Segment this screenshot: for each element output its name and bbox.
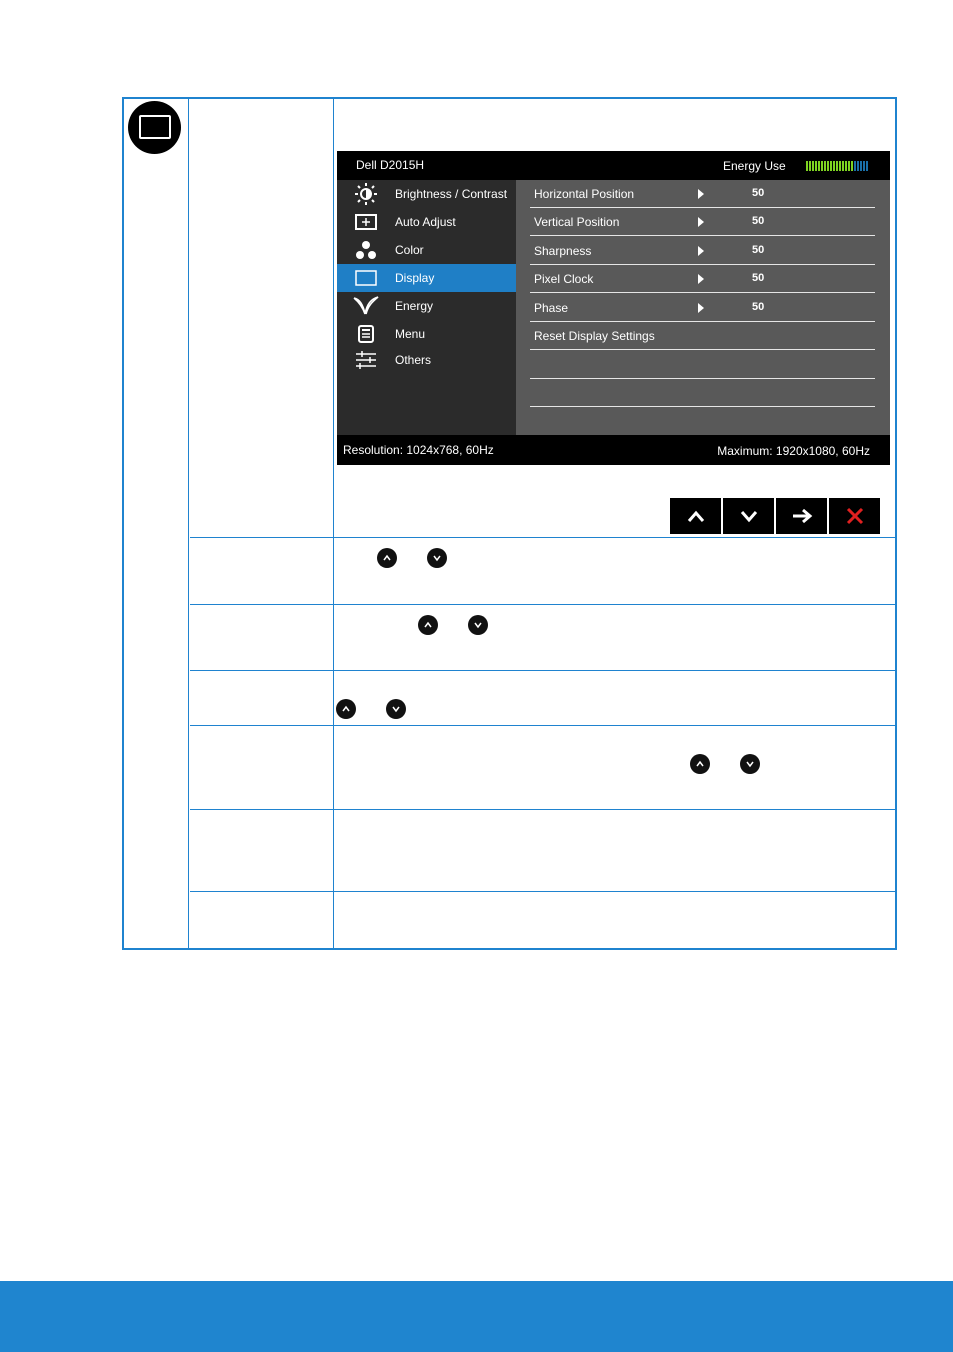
up-arrow-icon <box>686 509 706 523</box>
setting-vertical-position[interactable] <box>530 208 875 236</box>
setting-sharpness[interactable] <box>530 237 875 265</box>
energy-use-meter <box>806 161 868 171</box>
energy-segment <box>866 161 868 171</box>
menu-item-auto-adjust[interactable] <box>337 208 516 236</box>
menu-item-label: Brightness / Contrast <box>395 187 508 201</box>
down-circle-icon <box>386 699 406 719</box>
osd-main-menu <box>337 180 516 435</box>
energy-segment <box>806 161 808 171</box>
up-circle-icon <box>418 615 438 635</box>
menu-item-others[interactable] <box>337 346 516 374</box>
osd-menu <box>337 151 890 465</box>
setting-empty-row <box>530 379 875 407</box>
display-icon <box>337 269 395 287</box>
menu-item-energy[interactable] <box>337 292 516 320</box>
setting-value: 50 <box>752 215 765 227</box>
energy-segment <box>812 161 814 171</box>
energy-segment <box>854 161 856 171</box>
menu-item-brightness-contrast[interactable] <box>337 180 516 208</box>
menu-item-label: Others <box>395 353 432 367</box>
right-triangle-icon <box>698 274 704 284</box>
up-circle-icon <box>336 699 356 719</box>
color-icon <box>337 240 395 260</box>
row-divider <box>190 891 895 892</box>
setting-pixel-clock[interactable] <box>530 265 875 293</box>
energy-segment <box>830 161 832 171</box>
setting-reset-display[interactable] <box>530 322 875 350</box>
setting-label: Phase <box>534 301 569 315</box>
menu-item-label: Energy <box>395 299 434 313</box>
row-divider <box>190 604 895 605</box>
brightness-icon <box>337 183 395 205</box>
energy-segment <box>833 161 835 171</box>
column-divider <box>188 99 189 948</box>
energy-segment <box>824 161 826 171</box>
energy-segment <box>815 161 817 171</box>
right-triangle-icon <box>698 303 704 313</box>
energy-use-label: Energy Use <box>723 159 786 173</box>
others-icon <box>337 351 395 369</box>
osd-title: Dell D2015H <box>356 158 425 172</box>
up-button[interactable] <box>670 498 721 534</box>
setting-label: Horizontal Position <box>534 187 635 201</box>
energy-segment <box>848 161 850 171</box>
right-triangle-icon <box>698 189 704 199</box>
exit-button[interactable] <box>829 498 880 534</box>
setting-empty-row <box>530 351 875 379</box>
energy-segment <box>827 161 829 171</box>
menu-item-label: Menu <box>395 327 426 341</box>
row-divider <box>190 537 895 538</box>
energy-segment <box>839 161 841 171</box>
auto-adjust-icon <box>337 213 395 231</box>
energy-segment <box>821 161 823 171</box>
menu-item-label: Color <box>395 243 424 257</box>
energy-segment <box>863 161 865 171</box>
setting-phase[interactable] <box>530 294 875 322</box>
menu-item-menu[interactable] <box>337 320 516 348</box>
energy-segment <box>842 161 844 171</box>
menu-item-label: Display <box>395 271 435 285</box>
close-icon <box>845 506 865 526</box>
down-arrow-icon <box>739 509 759 523</box>
row-divider <box>190 725 895 726</box>
energy-segment <box>809 161 811 171</box>
menu-item-color[interactable] <box>337 236 516 264</box>
current-resolution: Resolution: 1024x768, 60Hz <box>343 443 494 457</box>
setting-label: Pixel Clock <box>534 272 594 286</box>
up-circle-icon <box>377 548 397 568</box>
up-circle-icon <box>690 754 710 774</box>
energy-segment <box>818 161 820 171</box>
setting-label: Reset Display Settings <box>534 329 655 343</box>
right-triangle-icon <box>698 217 704 227</box>
setting-label: Vertical Position <box>534 215 620 229</box>
setting-value: 50 <box>752 244 765 256</box>
column-divider <box>333 99 334 948</box>
down-circle-icon <box>468 615 488 635</box>
down-circle-icon <box>427 548 447 568</box>
right-triangle-icon <box>698 246 704 256</box>
osd-display-submenu <box>516 180 890 435</box>
down-circle-icon <box>740 754 760 774</box>
setting-value: 50 <box>752 272 765 284</box>
display-menu-icon <box>128 101 181 154</box>
menu-item-display[interactable] <box>337 264 516 292</box>
energy-icon <box>337 296 395 316</box>
energy-segment <box>860 161 862 171</box>
energy-segment <box>836 161 838 171</box>
energy-segment <box>851 161 853 171</box>
right-arrow-icon <box>791 508 813 524</box>
menu-item-label: Auto Adjust <box>395 215 456 229</box>
energy-segment <box>845 161 847 171</box>
setting-horizontal-position[interactable] <box>530 180 875 208</box>
maximum-resolution: Maximum: 1920x1080, 60Hz <box>717 444 870 458</box>
setting-value: 50 <box>752 301 765 313</box>
page-footer-band <box>0 1281 953 1352</box>
setting-label: Sharpness <box>534 244 592 258</box>
energy-segment <box>857 161 859 171</box>
down-button[interactable] <box>723 498 774 534</box>
row-divider <box>190 809 895 810</box>
setting-value: 50 <box>752 187 765 199</box>
enter-button[interactable] <box>776 498 827 534</box>
osd-navigation-buttons <box>670 498 880 534</box>
menu-icon <box>337 324 395 344</box>
row-divider <box>190 670 895 671</box>
